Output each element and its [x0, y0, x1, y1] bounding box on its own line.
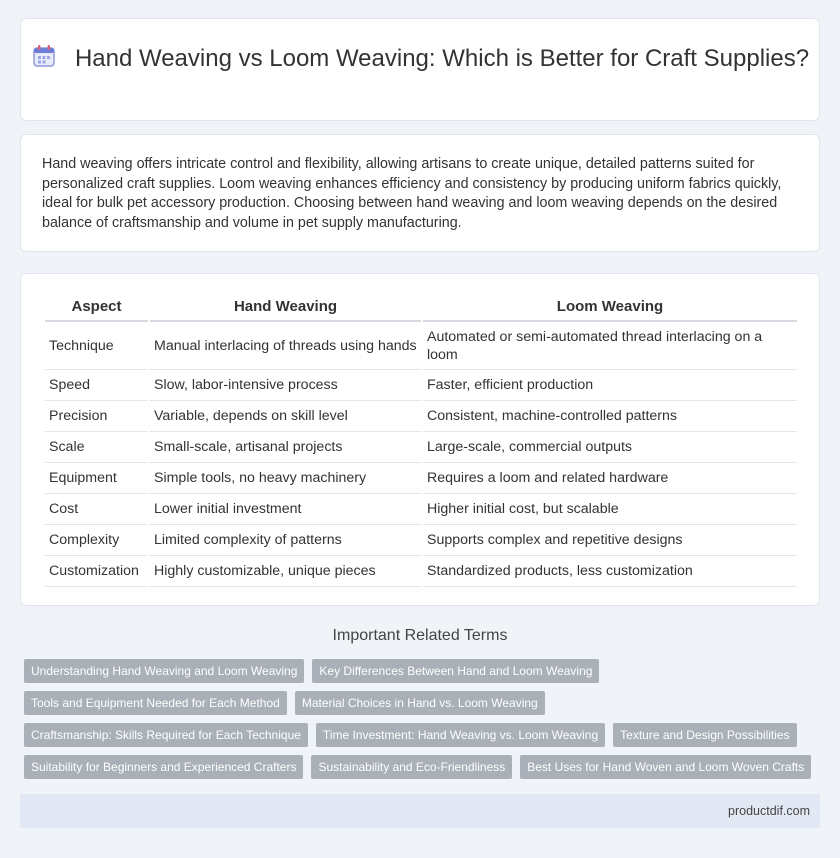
table-cell-hand: Variable, depends on skill level	[150, 401, 421, 432]
related-term-tag[interactable]: Texture and Design Possibilities	[613, 723, 796, 747]
table-cell-loom: Supports complex and repetitive designs	[423, 525, 797, 556]
table-cell-loom: Standardized products, less customization	[423, 556, 797, 587]
related-term-tag[interactable]: Time Investment: Hand Weaving vs. Loom Weaving	[316, 723, 605, 747]
page-title	[21, 43, 819, 73]
table-cell-aspect: Complexity	[45, 525, 148, 556]
table-row	[45, 494, 797, 525]
table-header-loom-weaving: Loom Weaving	[423, 292, 797, 322]
comparison-table	[43, 292, 799, 587]
table-cell-loom: Requires a loom and related hardware	[423, 463, 797, 494]
related-term-tag[interactable]: Tools and Equipment Needed for Each Method	[24, 691, 287, 715]
comparison-card	[20, 273, 820, 606]
related-term-tag[interactable]: Understanding Hand Weaving and Loom Weaving	[24, 659, 304, 683]
table-cell-aspect: Scale	[45, 432, 148, 463]
table-cell-hand: Small-scale, artisanal projects	[150, 432, 421, 463]
table-cell-aspect: Speed	[45, 370, 148, 401]
related-term-tag[interactable]: Best Uses for Hand Woven and Loom Woven Crafts	[520, 755, 811, 779]
related-term-tag[interactable]: Suitability for Beginners and Experienced Crafters	[24, 755, 303, 779]
table-cell-hand: Lower initial investment	[150, 494, 421, 525]
calendar-icon	[31, 43, 57, 69]
table-row	[45, 432, 797, 463]
tag-row	[20, 751, 820, 783]
table-header-hand-weaving: Hand Weaving	[150, 292, 421, 322]
table-cell-aspect: Cost	[45, 494, 148, 525]
page-title-text: Hand Weaving vs Loom Weaving: Which is Better for Craft Supplies?	[74, 45, 810, 72]
related-term-tag[interactable]: Sustainability and Eco-Friendliness	[311, 755, 512, 779]
table-header-aspect: Aspect	[45, 292, 148, 322]
table-row	[45, 370, 797, 401]
related-term-tag[interactable]: Key Differences Between Hand and Loom Weaving	[312, 659, 599, 683]
title-card	[20, 18, 820, 121]
table-cell-aspect: Precision	[45, 401, 148, 432]
table-cell-hand: Slow, labor-intensive process	[150, 370, 421, 401]
table-row	[45, 525, 797, 556]
tag-row	[20, 655, 820, 687]
table-cell-aspect: Customization	[45, 556, 148, 587]
related-terms-list	[20, 655, 820, 783]
table-cell-loom: Large-scale, commercial outputs	[423, 432, 797, 463]
tag-row	[20, 687, 820, 719]
table-cell-loom: Higher initial cost, but scalable	[423, 494, 797, 525]
table-row	[45, 401, 797, 432]
table-cell-hand: Limited complexity of patterns	[150, 525, 421, 556]
table-cell-loom: Consistent, machine-controlled patterns	[423, 401, 797, 432]
footer	[20, 794, 820, 828]
tag-row	[20, 719, 820, 751]
intro-card	[20, 134, 820, 252]
table-cell-hand: Manual interlacing of threads using hands	[150, 322, 421, 370]
table-cell-hand: Highly customizable, unique pieces	[150, 556, 421, 587]
table-row	[45, 322, 797, 370]
related-terms-heading: Important Related Terms	[332, 627, 508, 644]
table-cell-aspect: Equipment	[45, 463, 148, 494]
table-cell-loom: Automated or semi-automated thread interlacing on a loom	[423, 322, 797, 370]
related-term-tag[interactable]: Material Choices in Hand vs. Loom Weaving	[295, 691, 545, 715]
table-cell-hand: Simple tools, no heavy machinery	[150, 463, 421, 494]
intro-paragraph: Hand weaving offers intricate control and flexibility, allowing artisans to create unique, detailed patterns suited for personalized craft supplies. Loom weaving enhances efficiency and consistency by producing uniform fabrics quickly, ideal for bulk pet accessory production. Choosing between hand weaving and loom weaving depends on the desired balance of craftsmanship and volume in pet supply manufacturing.	[42, 156, 782, 231]
footer-site-link[interactable]: productdif.com	[728, 804, 810, 818]
table-header-row	[45, 292, 797, 322]
table-cell-aspect: Technique	[45, 322, 148, 370]
table-row	[45, 556, 797, 587]
related-term-tag[interactable]: Craftsmanship: Skills Required for Each Technique	[24, 723, 308, 747]
table-row	[45, 463, 797, 494]
table-cell-loom: Faster, efficient production	[423, 370, 797, 401]
